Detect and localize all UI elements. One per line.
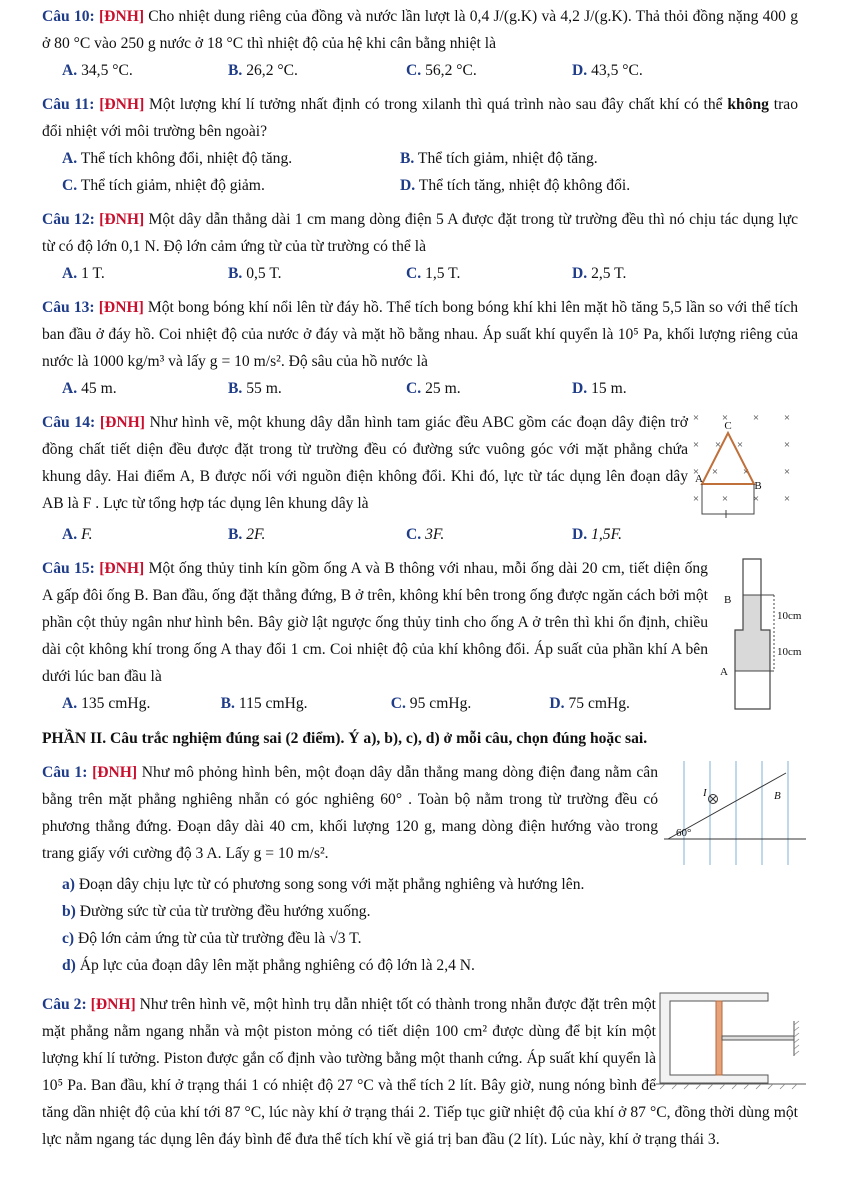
field-cross-icon: × xyxy=(692,412,700,424)
option-letter: D. xyxy=(572,265,588,282)
question-14 xyxy=(42,409,798,548)
field-cross-icon: × xyxy=(711,466,719,478)
option-b xyxy=(228,57,406,84)
option-letter: C. xyxy=(406,380,422,397)
triangle-frame-figure xyxy=(688,409,798,521)
question-tag: [ĐNH] xyxy=(90,996,136,1013)
field-cross-icon: × xyxy=(783,439,791,451)
field-cross-icon: × xyxy=(736,439,744,451)
part2-question-2 xyxy=(42,991,798,1153)
option-text: 135 cmHg. xyxy=(77,695,151,712)
question-label: Câu 12: xyxy=(42,211,95,228)
field-cross-icon: × xyxy=(752,412,760,424)
option-c xyxy=(406,521,572,548)
option-c xyxy=(62,172,400,199)
option-c xyxy=(391,690,550,717)
field-label: B⃗ xyxy=(774,790,790,802)
question-tag: [ĐNH] xyxy=(99,211,145,228)
option-text: 55 m. xyxy=(242,380,282,397)
option-text: 43,5 °C. xyxy=(587,62,643,79)
rod xyxy=(722,1036,794,1040)
option-text: 95 cmHg. xyxy=(405,695,472,712)
option-letter: D. xyxy=(549,695,565,712)
field-cross-icon: × xyxy=(742,466,750,478)
option-c xyxy=(406,57,572,84)
option-a xyxy=(62,521,228,548)
option-text: Thể tích không đổi, nhiệt độ tăng. xyxy=(77,150,293,167)
option-a xyxy=(62,260,228,287)
question-label: Câu 13: xyxy=(42,299,95,316)
option-d xyxy=(549,690,708,717)
option-text: F. xyxy=(77,526,93,543)
statement-c xyxy=(42,925,798,952)
question-text: Một lượng khí lí tưởng nhất định có trong xilanh thì quá trình nào sau đây chất khí có thể xyxy=(144,96,728,113)
statement-letter: b) xyxy=(62,903,76,920)
option-text: 115 cmHg. xyxy=(234,695,308,712)
question-text: Như trên hình vẽ, một hình trụ dẫn nhiệt tốt có thành trong nhẵn được đặt trên một mặt phẳng nằm ngang nhẵn và một piston mỏng có tiết diện 100 cm² được dùng để bịt kín một lượng khí lí tưởng. Piston được gắn cố định vào tường bằng một thanh cứng. Áp suất khí quyển là 10⁵ Pa. Ban đầu, khí ở trạng thái 1 có nhiệt độ 27 °C và thể tích 2 lít. Bây giờ, nung nóng bình để tăng dần nhiệt độ của khí tới 87 °C, lúc này khí ở trạng thái 2. Tiếp tục giữ nhiệt độ của khí ở 87 °C, đồng thời dùng một lực nằm ngang tác dụng lên đáy bình để đưa thể tích khí về giá trị ban đầu (2 lít). Lúc này, khí ở trạng thái 3. xyxy=(42,996,798,1148)
question-12 xyxy=(42,206,798,287)
option-d xyxy=(572,260,738,287)
option-letter: A. xyxy=(62,62,78,79)
option-b xyxy=(400,145,738,172)
option-text: 56,2 °C. xyxy=(421,62,477,79)
option-text: Thể tích giảm, nhiệt độ tăng. xyxy=(414,150,598,167)
question-label: Câu 11: xyxy=(42,96,95,113)
option-letter: C. xyxy=(406,265,422,282)
statement-letter: c) xyxy=(62,930,75,947)
question-13 xyxy=(42,294,798,402)
option-text: 1,5 T. xyxy=(421,265,461,282)
option-letter: B. xyxy=(400,150,415,167)
emphasis: không xyxy=(727,96,769,113)
statement-letter: d) xyxy=(62,957,76,974)
options xyxy=(42,260,798,287)
option-text: 15 m. xyxy=(587,380,627,397)
field-cross-icon: × xyxy=(692,439,700,451)
statement-a xyxy=(42,871,798,898)
option-a xyxy=(62,690,221,717)
field-cross-icon: × xyxy=(692,493,700,505)
option-b xyxy=(221,690,391,717)
piston-figure xyxy=(656,991,806,1099)
point-c-label: C xyxy=(724,420,732,432)
question-text: Như hình vẽ, một khung dây dẫn hình tam giác đều ABC gồm các đoạn dây điện trở đồng chất tiết diện đều được đặt trong từ trường đều có đường sức vuông góc với mặt phẳng chứa khung dây. Hai điểm A, B được nối với nguồn điện không đổi. Khi đó, lực từ tác dụng lên đoạn dây AB là F . Lực từ tổng hợp tác dụng lên khung dây là xyxy=(42,414,688,512)
dimension-label: 10cm xyxy=(777,646,802,658)
option-text: Thể tích giảm, nhiệt độ giảm. xyxy=(77,177,265,194)
part2-question-1 xyxy=(42,759,798,979)
statement-text: Độ lớn cảm ứng từ của từ trường đều là √3 T. xyxy=(74,930,362,947)
field-cross-icon: × xyxy=(752,493,760,505)
option-letter: B. xyxy=(228,62,243,79)
point-b-label: B xyxy=(754,480,762,492)
question-tag: [ĐNH] xyxy=(98,8,145,25)
option-a xyxy=(62,57,228,84)
field-cross-icon: × xyxy=(714,439,722,451)
option-text: 34,5 °C. xyxy=(77,62,133,79)
option-letter: A. xyxy=(62,526,78,543)
option-d xyxy=(572,57,738,84)
option-a xyxy=(62,145,400,172)
option-c xyxy=(406,260,572,287)
question-label: Câu 10: xyxy=(42,8,95,25)
question-label: Câu 15: xyxy=(42,560,95,577)
options xyxy=(42,172,798,199)
option-text: 75 cmHg. xyxy=(564,695,630,712)
question-tag: [ĐNH] xyxy=(99,560,145,577)
field-cross-icon: × xyxy=(783,412,791,424)
option-b xyxy=(228,375,406,402)
field-cross-icon: × xyxy=(783,493,791,505)
question-15 xyxy=(42,555,802,717)
option-letter: B. xyxy=(228,380,243,397)
angle-label: 60° xyxy=(676,827,692,839)
option-text: 1 T. xyxy=(77,265,105,282)
options xyxy=(42,521,798,548)
field-cross-icon: × xyxy=(721,493,729,505)
question-label: Câu 14: xyxy=(42,414,96,431)
option-letter: C. xyxy=(406,526,422,543)
option-text: Thể tích tăng, nhiệt độ không đổi. xyxy=(415,177,631,194)
point-a-label: A xyxy=(695,473,703,485)
option-text: 45 m. xyxy=(77,380,117,397)
mercury-a xyxy=(735,630,770,671)
field-cross-icon: × xyxy=(721,412,729,424)
tube-b-label: B xyxy=(724,594,732,606)
statement-d xyxy=(42,952,798,979)
dimension-label: 10cm xyxy=(777,610,802,622)
question-tag: [ĐNH] xyxy=(99,96,145,113)
statement-text: Đoạn dây chịu lực từ có phương song song với mặt phẳng nghiêng và hướng lên. xyxy=(75,876,585,893)
option-d xyxy=(572,521,738,548)
current-label: I xyxy=(703,787,707,799)
field-cross-icon: × xyxy=(783,466,791,478)
option-text: 25 m. xyxy=(421,380,461,397)
cross-icon xyxy=(710,796,716,802)
statement-text: Áp lực của đoạn dây lên mặt phẳng nghiêng có độ lớn là 2,4 N. xyxy=(75,957,475,974)
statement-letter: a) xyxy=(62,876,75,893)
question-text: Cho nhiệt dung riêng của đồng và nước lần lượt là 0,4 J/(g.K) và 4,2 J/(g.K). Thả thỏi đồng nặng 400 g ở 80 °C vào 250 g nước ở 18 °C thì nhiệt độ của hệ khi cân bằng nhiệt là xyxy=(42,8,798,52)
option-letter: C. xyxy=(406,62,422,79)
options xyxy=(42,57,798,84)
tube-figure xyxy=(708,555,802,715)
option-text: 26,2 °C. xyxy=(242,62,298,79)
option-text: 3F. xyxy=(421,526,445,543)
option-letter: D. xyxy=(572,380,588,397)
question-label: Câu 1: xyxy=(42,764,88,781)
options xyxy=(42,690,708,717)
option-text: 1,5F. xyxy=(587,526,622,543)
exam-page xyxy=(42,3,802,1153)
option-letter: B. xyxy=(228,526,243,543)
option-a xyxy=(62,375,228,402)
option-d xyxy=(572,375,738,402)
question-text: trao đổi nhiệt với môi trường bên ngoài? xyxy=(42,96,798,140)
option-letter: A. xyxy=(62,150,78,167)
question-tag: [ĐNH] xyxy=(92,764,138,781)
option-b xyxy=(228,521,406,548)
option-letter: D. xyxy=(400,177,416,194)
options xyxy=(42,145,798,172)
piston xyxy=(716,1001,722,1075)
option-letter: D. xyxy=(572,62,588,79)
field-cross-icon: × xyxy=(692,466,700,478)
statement-b xyxy=(42,898,798,925)
question-text: Như mô phỏng hình bên, một đoạn dây dẫn thẳng mang dòng điện đang nằm cân bằng trên mặt phẳng nghiêng nhẵn có góc nghiêng 60° . Toàn bộ nằm trong từ trường đều có phương thẳng đứng. Đoạn dây dài 40 cm, khối lượng 120 g, mang dòng điện hướng vào trong trang giấy với cường độ 3 A. Lấy g = 10 m/s². xyxy=(42,764,659,862)
statement-text: Đường sức từ của từ trường đều hướng xuống. xyxy=(75,903,371,920)
option-letter: A. xyxy=(62,695,78,712)
option-b xyxy=(228,260,406,287)
option-letter: B. xyxy=(228,265,243,282)
option-text: 2F. xyxy=(242,526,266,543)
statements xyxy=(42,867,798,979)
question-tag: [ĐNH] xyxy=(99,414,145,431)
option-letter: A. xyxy=(62,380,78,397)
question-text: Một bong bóng khí nổi lên từ đáy hồ. Thể tích bong bóng khí khi lên mặt hồ tăng 5,5 lần so với thể tích ban đầu ở đáy hồ. Coi nhiệt độ của nước ở đáy và mặt hồ bằng nhau. Áp suất khí quyển là 10⁵ Pa, khối lượng riêng của nước là 1000 kg/m³ và lấy g = 10 m/s². Độ sâu của hồ nước là xyxy=(42,299,798,370)
tube-a-label: A xyxy=(720,666,728,678)
option-letter: C. xyxy=(62,177,78,194)
incline-figure xyxy=(658,759,806,867)
option-text: 2,5 T. xyxy=(587,265,627,282)
question-label: Câu 2: xyxy=(42,996,87,1013)
question-text: Một ống thủy tinh kín gồm ống A và B thông với nhau, mỗi ống dài 20 cm, tiết diện ống A gấp đôi ống B. Ban đầu, ống đặt thẳng đứng, B ở trên, không khí bên trong ống được ngăn cách bởi một phần cột thủy ngân như hình bên. Bây giờ lật ngược ống thủy tinh cho ống A ở trên thì khi ổn định, chiều dài cột không khí trong ống A thay đổi 1 cm. Coi nhiệt độ của khí không đổi. Áp suất của phần khí A bên dưới lúc ban đầu là xyxy=(42,560,708,685)
option-letter: C. xyxy=(390,695,406,712)
question-11 xyxy=(42,91,798,199)
question-text: Một dây dẫn thẳng dài 1 cm mang dòng điện 5 A được đặt trong từ trường đều thì nó chịu tác dụng lực từ có độ lớn 0,1 N. Độ lớn cảm ứng từ của từ trường có thể là xyxy=(42,211,798,255)
question-tag: [ĐNH] xyxy=(98,299,144,316)
question-10 xyxy=(42,3,798,84)
option-letter: B. xyxy=(220,695,235,712)
option-letter: D. xyxy=(572,526,588,543)
option-d xyxy=(400,172,738,199)
option-c xyxy=(406,375,572,402)
option-text: 0,5 T. xyxy=(242,265,282,282)
part-2-heading: PHẦN II. Câu trắc nghiệm đúng sai (2 điểm). Ý a), b), c), d) ở mỗi câu, chọn đúng hoặc sai. xyxy=(42,730,648,747)
mercury-b xyxy=(743,595,761,630)
options xyxy=(42,375,798,402)
option-letter: A. xyxy=(62,265,78,282)
